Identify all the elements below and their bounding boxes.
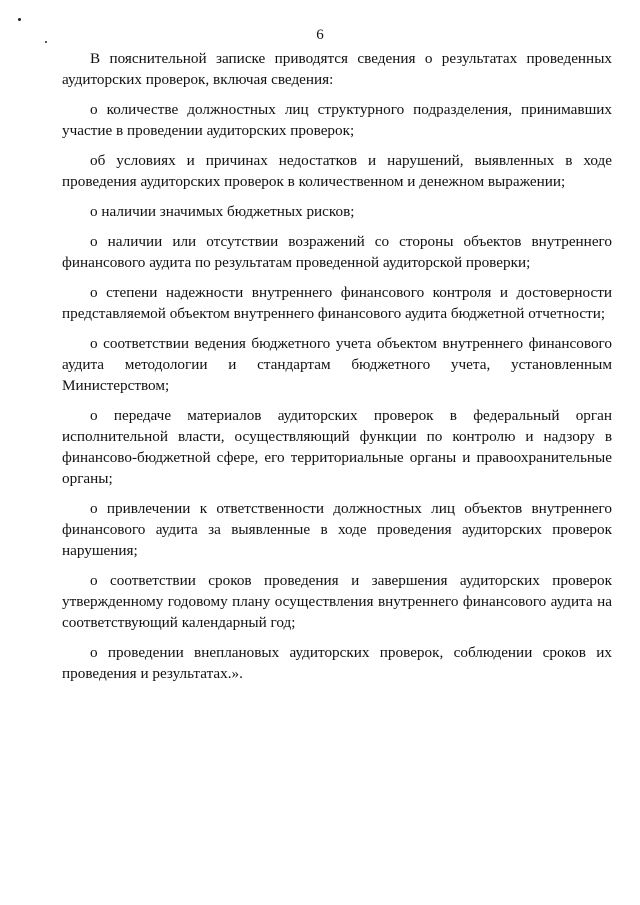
scan-speck <box>18 18 21 21</box>
paragraph-budget-risks: о наличии значимых бюджетных рисков; <box>90 203 355 220</box>
paragraph-unscheduled-audits: о проведении внеплановых аудиторских проверок, соблюдении сроков их проведения и результатах.». <box>62 644 612 682</box>
page-number: 6 <box>316 27 324 43</box>
document-body <box>62 48 612 693</box>
paragraph-schedule-compliance: о соответствии сроков проведения и завершения аудиторских проверок утвержденному годовому плану осуществления внутреннего финансового аудита на соответствующий календарный год; <box>62 572 612 631</box>
paragraph-materials-transfer: о передаче материалов аудиторских проверок в федеральный орган исполнительной власти, осуществляющий функции по контролю и надзору в финансово-бюджетной сфере, его территориальные органы и правоохранительные органы; <box>62 407 612 487</box>
paragraph-objections: о наличии или отсутствии возражений со стороны объектов внутреннего финансового аудита по результатам проведенной аудиторской проверки; <box>62 233 612 271</box>
paragraph-accounting-compliance: о соответствии ведения бюджетного учета объектом внутреннего финансового аудита методологии и стандартам бюджетного учета, установленным Министерством; <box>62 335 612 394</box>
paragraph-officials-count: о количестве должностных лиц структурного подразделения, принимавших участие в проведении аудиторских проверок; <box>62 101 612 139</box>
paragraph-violations: об условиях и причинах недостатков и нарушений, выявленных в ходе проведения аудиторских проверок в количественном и денежном выражении; <box>62 152 612 190</box>
paragraph-intro: В пояснительной записке приводятся сведения о результатах проведенных аудиторских проверок, включая сведения: <box>62 50 612 88</box>
paragraph-liability: о привлечении к ответственности должностных лиц объектов внутреннего финансового аудита за выявленные в ходе проведения аудиторских проверок нарушения; <box>62 500 612 559</box>
paragraph-control-reliability: о степени надежности внутреннего финансового контроля и достоверности представляемой объектом внутреннего финансового аудита бюджетной отчетности; <box>62 284 612 322</box>
